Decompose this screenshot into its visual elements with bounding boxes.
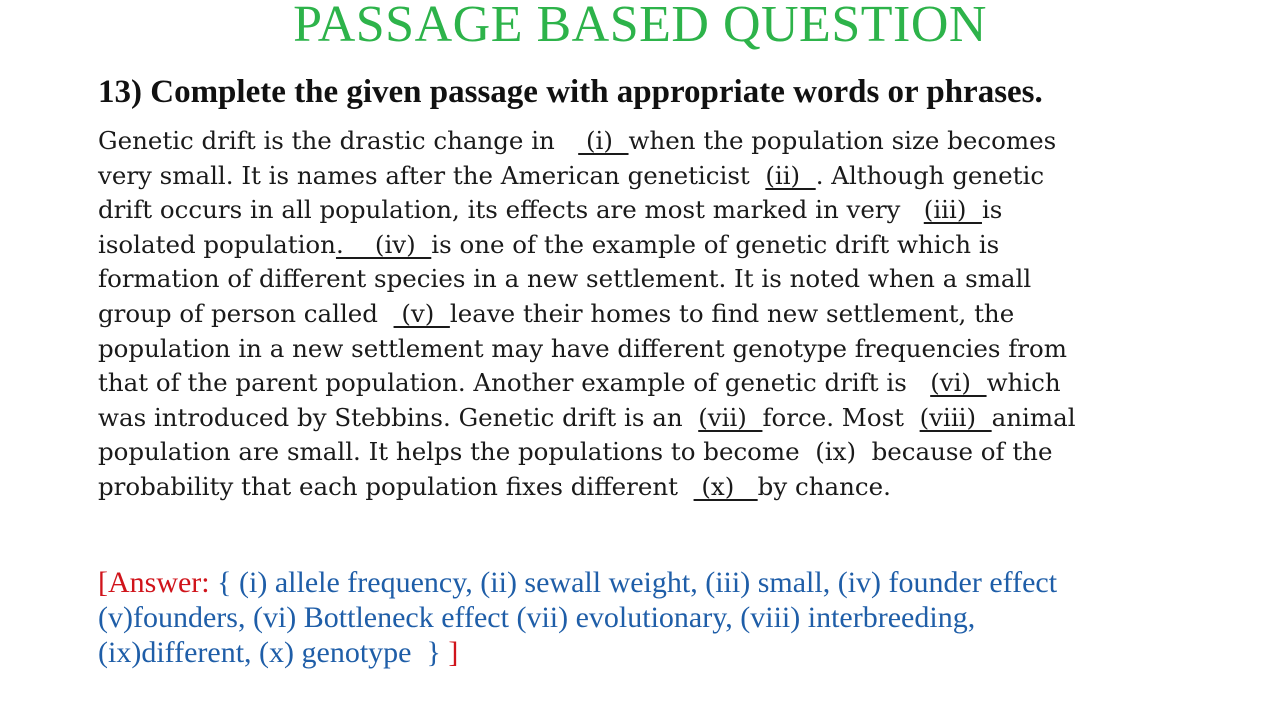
- passage-text: force. Most: [762, 402, 920, 432]
- blank-iii: (iii): [923, 195, 982, 225]
- answer-text: (v)founders, (vi) Bottleneck effect (vii) evolutionary, (viii) interbreeding,: [98, 601, 976, 634]
- passage-text: was introduced by Stebbins. Genetic drift is an: [98, 402, 699, 432]
- passage-line-3: [98, 193, 1188, 228]
- blank-v: (v): [393, 298, 450, 328]
- page-title: PASSAGE BASED QUESTION: [293, 0, 987, 53]
- answer-label: [Answer:: [98, 566, 218, 599]
- question-heading: 13) Complete the given passage with appropriate words or phrases.: [98, 74, 1043, 110]
- answer-block: [98, 565, 1218, 670]
- passage-text: population in a new settlement may have different genotype frequencies from: [98, 333, 1068, 363]
- passage-text: population are small. It helps the populations to become (ix) because of the: [98, 437, 1053, 467]
- passage-line-5: [98, 262, 1188, 297]
- passage-line-8: [98, 366, 1188, 401]
- answer-close-bracket: ]: [448, 636, 459, 669]
- answer-line-3: [98, 635, 1218, 670]
- passage-line-1: [98, 124, 1188, 159]
- passage-text: isolated population: [98, 229, 336, 259]
- passage-text: formation of different species in a new settlement. It is noted when a small: [98, 264, 1032, 294]
- passage-text: is one of the example of genetic drift which is: [431, 229, 1000, 259]
- passage-line-7: [98, 332, 1188, 367]
- blank-vii: (vii): [698, 402, 763, 432]
- passage-line-4: [98, 228, 1188, 263]
- blank-iv: . (iv): [335, 229, 432, 259]
- passage-text: leave their homes to find new settlement, the: [449, 298, 1015, 328]
- passage-text: animal: [991, 402, 1076, 432]
- passage-text: Genetic drift is the drastic change in: [98, 126, 579, 155]
- passage-text: which: [986, 368, 1061, 398]
- passage-text: very small. It is names after the American geneticist: [98, 160, 766, 190]
- passage-text: probability that each population fixes different: [98, 471, 694, 501]
- blank-viii: (viii): [919, 402, 992, 432]
- answer-text: { (i) allele frequency, (ii) sewall weight, (iii) small, (iv) founder effect: [217, 566, 1058, 599]
- passage-text: group of person called: [98, 298, 394, 328]
- passage-text: . Although genetic: [815, 160, 1045, 190]
- passage-line-11: [98, 470, 1188, 505]
- passage-text: that of the parent population. Another example of genetic drift is: [98, 368, 931, 398]
- passage-line-9: [98, 401, 1188, 436]
- passage-text: by chance.: [757, 471, 891, 501]
- blank-ii: (ii): [765, 160, 816, 190]
- answer-line-1: [98, 565, 1218, 600]
- passage-line-10: [98, 435, 1188, 470]
- passage-text: is: [981, 195, 1003, 225]
- passage-text: drift occurs in all population, its effects are most marked in very: [98, 195, 924, 225]
- answer-line-2: [98, 600, 1218, 635]
- blank-vi: (vi): [930, 368, 987, 398]
- blank-x: (x): [693, 471, 758, 501]
- blank-i: (i): [578, 126, 629, 155]
- passage: [98, 124, 1188, 505]
- answer-text: (ix)different, (x) genotype }: [98, 636, 449, 669]
- passage-line-6: [98, 297, 1188, 332]
- passage-line-2: [98, 159, 1188, 194]
- passage-text: when the population size becomes: [628, 126, 1057, 155]
